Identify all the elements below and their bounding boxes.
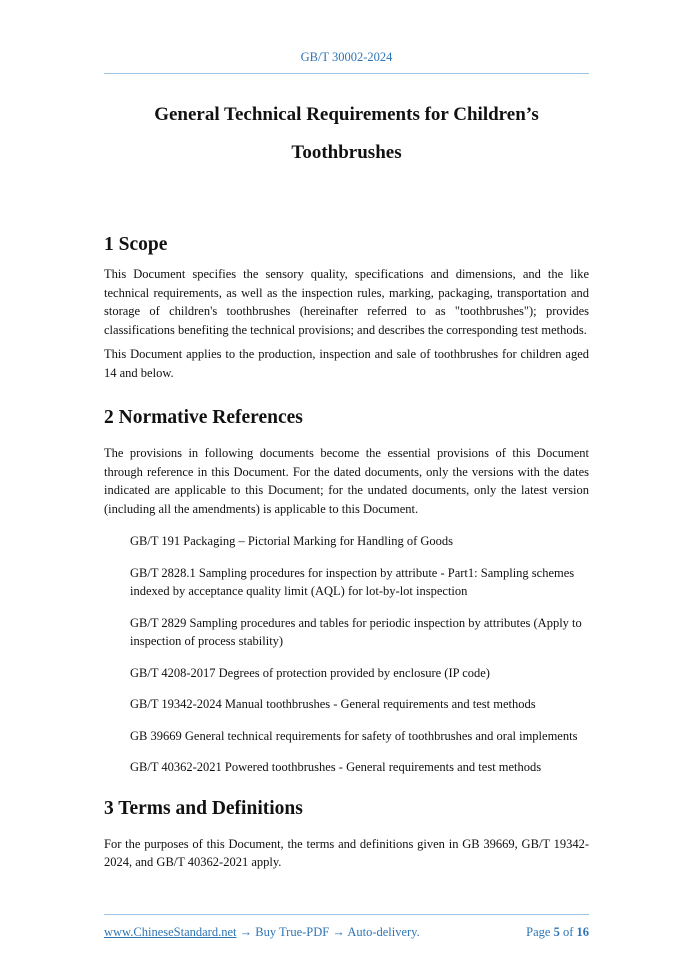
section-heading-terms: 3 Terms and Definitions (104, 797, 303, 819)
reference-item: GB/T 2828.1 Sampling procedures for inspection by attribute - Part1: Sampling schemes indexed by acceptance quality limit (AQL) for lot-by-lot inspection (130, 565, 575, 598)
page-label: Page (526, 925, 551, 939)
of-label: of (562, 925, 574, 939)
reference-item: GB/T 2829 Sampling procedures and tables for periodic inspection by attributes (Apply to inspection of process stability) (130, 615, 582, 648)
paragraph: This Document applies to the production, inspection and sale of toothbrushes for children aged 14 and below. (104, 347, 589, 380)
reference-item: GB/T 4208-2017 Degrees of protection provided by enclosure (IP code) (130, 665, 490, 680)
header-doc-id: GB/T 30002-2024 (300, 50, 393, 64)
buy-true-pdf-text: Buy True-PDF (255, 925, 330, 939)
current-page: 5 (553, 925, 560, 939)
paragraph: For the purposes of this Document, the terms and definitions given in GB 39669, GB/T 19342-2024, and GB/T 40362-2021 apply. (104, 836, 589, 869)
reference-item: GB/T 191 Packaging – Pictorial Marking for Handling of Goods (130, 534, 453, 548)
section-heading-scope: 1 Scope (104, 234, 168, 255)
reference-item: GB/T 40362-2021 Powered toothbrushes - General requirements and test methods (130, 760, 542, 774)
arrow-right-icon: → (332, 925, 345, 939)
header-rule (104, 73, 589, 74)
reference-item: GB 39669 General technical requirements for safety of toothbrushes and oral implements (130, 728, 578, 743)
arrow-right-icon: → (239, 925, 253, 939)
spacer (104, 872, 589, 915)
paragraph: The provisions in following documents become the essential provisions of this Document through reference in this Document. For the dated documents, only the versions with the dates indicated are applicable to this Document; for the undated documents, only the latest version (including all the amendments) is applicable to this Document. (104, 446, 589, 516)
reference-item: GB/T 19342-2024 Manual toothbrushes - General requirements and test methods (130, 697, 536, 711)
doc-title-line-1: General Technical Requirements for Children’s (154, 104, 539, 125)
doc-title-line-2: Toothbrushes (291, 142, 402, 163)
paragraph: This Document specifies the sensory quality, specifications and dimensions, and the like technical requirements, as well as the inspection rules, marking, packaging, transportation and storage of children's toothbrushes (hereinafter referred to as "toothbrushes"); provides classifications benefiting the technical provisions; and describes the corresponding test methods. (104, 267, 589, 337)
section-heading-normative-references: 2 Normative References (104, 407, 303, 428)
chinese-standard-link[interactable]: www.ChineseStandard.net (104, 925, 237, 939)
auto-delivery-text: Auto-delivery. (347, 925, 420, 939)
footer-rule (104, 914, 589, 915)
total-pages: 16 (576, 925, 589, 939)
page-number (526, 924, 589, 940)
footer (104, 924, 589, 940)
